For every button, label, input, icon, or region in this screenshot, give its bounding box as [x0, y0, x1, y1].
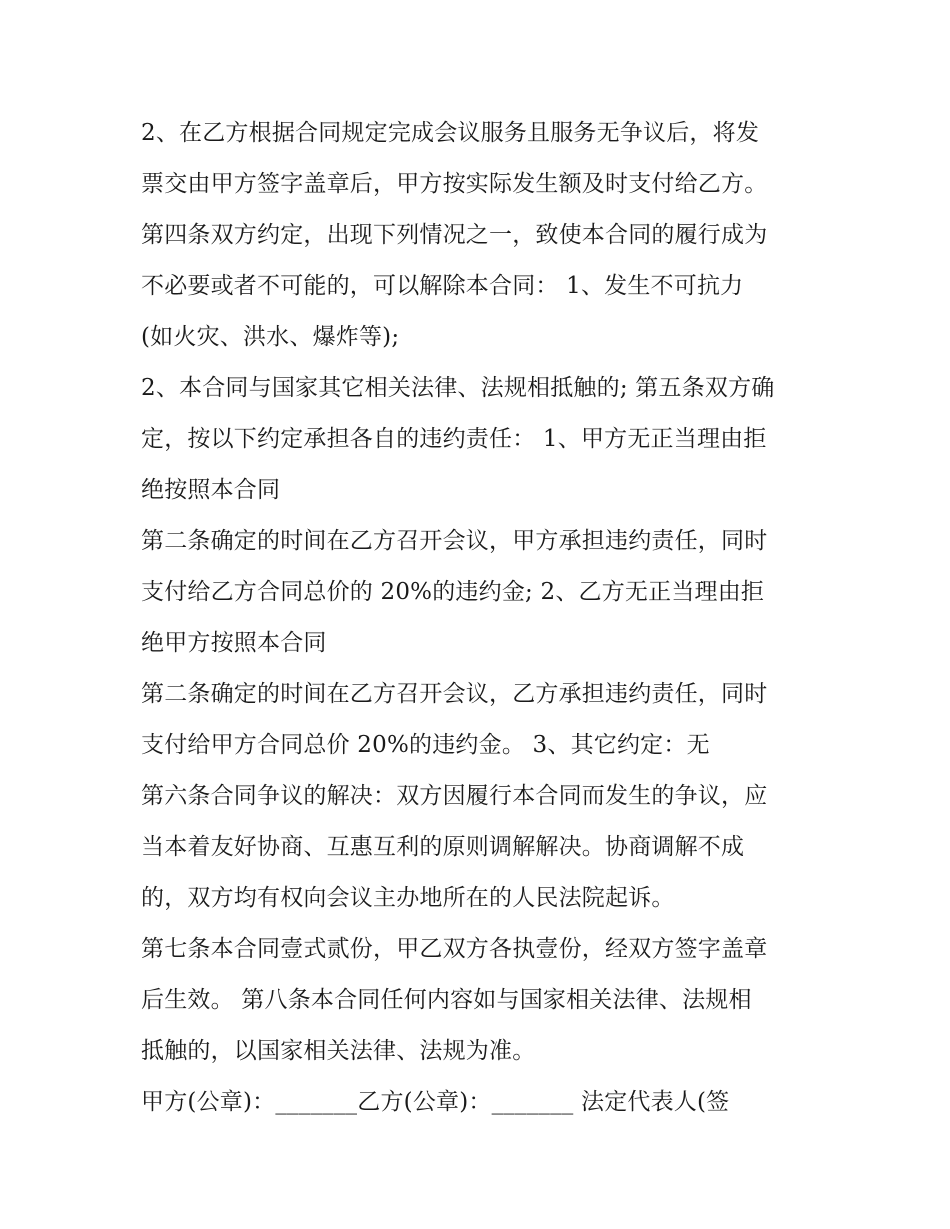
text-line: 第四条双方约定，出现下列情况之一，致使本合同的履行成为: [141, 222, 768, 248]
contract-text: [141, 108, 821, 1128]
text-line: 绝甲方按照本合同: [141, 630, 327, 656]
signature-line: 甲方(公章)：_______乙方(公章)：_______ 法定代表人(签: [141, 1089, 730, 1115]
text-line: 绝按照本合同: [141, 477, 281, 503]
text-line: 的，双方均有权向会议主办地所在的人民法院起诉。: [141, 885, 675, 911]
text-line: 不必要或者不可能的，可以解除本合同： 1、发生不可抗力: [141, 273, 744, 299]
text-line: 第六条合同争议的解决：双方因履行本合同而发生的争议，应: [141, 783, 768, 809]
text-line: (如火灾、洪水、爆炸等);: [141, 324, 400, 350]
text-line: 第七条本合同壹式贰份，甲乙双方各执壹份，经双方签字盖章: [141, 936, 768, 962]
text-line: 支付给甲方合同总价 20%的违约金。 3、其它约定：无: [141, 732, 710, 758]
text-line: 后生效。 第八条本合同任何内容如与国家相关法律、法规相: [141, 987, 752, 1013]
text-line: 第二条确定的时间在乙方召开会议，乙方承担违约责任，同时: [141, 681, 768, 707]
text-line: 2、在乙方根据合同规定完成会议服务且服务无争议后，将发: [141, 120, 760, 146]
text-line: 支付给乙方合同总价的 20%的违约金; 2、乙方无正当理由拒: [141, 579, 765, 605]
text-line: 定，按以下约定承担各自的违约责任： 1、甲方无正当理由拒: [141, 426, 767, 452]
text-line: 抵触的，以国家相关法律、法规为准。: [141, 1038, 536, 1064]
text-line: 第二条确定的时间在乙方召开会议，甲方承担违约责任，同时: [141, 528, 768, 554]
text-line: 2、本合同与国家其它相关法律、法规相抵触的; 第五条双方确: [141, 375, 775, 401]
text-line: 票交由甲方签字盖章后，甲方按实际发生额及时支付给乙方。: [141, 171, 768, 197]
text-line: 当本着友好协商、互惠互利的原则调解解决。协商调解不成: [141, 834, 745, 860]
